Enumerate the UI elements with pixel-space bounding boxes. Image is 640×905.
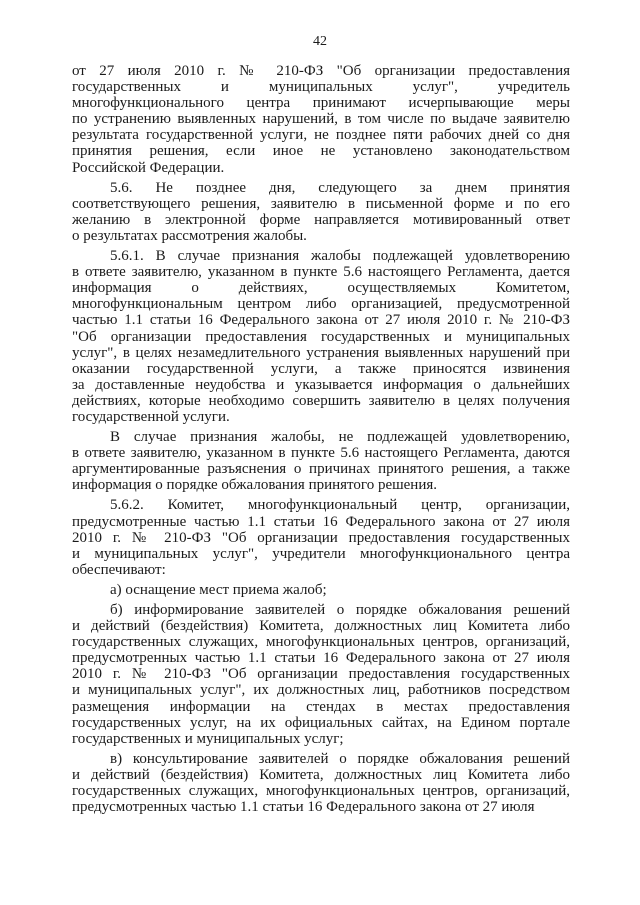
- text-line: 2010 г. № 210-ФЗ "Об организации предоставления государственных: [72, 529, 570, 546]
- text-line: частью 1.1 статьи 16 Федерального закона от 27 июля 2010 г. № 210-ФЗ: [72, 312, 570, 329]
- text-line: аргументированные разъяснения о причинах принятого решения, а также: [72, 461, 570, 478]
- text-line: государственных услуг, на их официальных сайтах, на Едином портале: [72, 714, 570, 731]
- text-line: 5.6.1. В случае признания жалобы подлежащей удовлетворению: [110, 248, 570, 265]
- paragraph-p8: [72, 751, 570, 815]
- text-line: многофункционального центра принимают исчерпывающие меры: [72, 95, 570, 112]
- text-line: по устранению выявленных нарушений, в том числе по выдаче заявителю: [72, 111, 570, 128]
- text-line: предусмотренных частью 1.1 статьи 16 Федерального закона от 27 июля: [72, 799, 535, 816]
- text-line: действиях, которые необходимо совершить заявителю в целях получения: [72, 392, 570, 409]
- text-line: и действий (бездействия) Комитета, должностных лиц Комитета либо: [72, 766, 570, 783]
- text-line: В случае признания жалобы, не подлежащей удовлетворению,: [110, 429, 570, 446]
- text-line: государственных и муниципальных услуг;: [72, 730, 344, 747]
- paragraph-p7: [72, 602, 570, 747]
- paragraph-p6: [72, 582, 570, 598]
- text-line: а) оснащение мест приема жалоб;: [110, 581, 327, 598]
- text-line: информация о порядке обжалования принятого решения.: [72, 477, 438, 494]
- text-line: в ответе заявителю, указанном в пункте 5.6 настоящего Регламента, дается: [72, 264, 570, 281]
- text-line: "Об организации предоставления государственных и муниципальных: [72, 328, 570, 345]
- paragraph-p3: [72, 248, 570, 425]
- text-line: и муниципальных услуг", их должностных лиц, работников посредством: [72, 682, 570, 699]
- text-line: б) информирование заявителей о порядке обжалования решений: [110, 602, 570, 618]
- text-line: за доставленные неудобства и указывается информация о дальнейших: [72, 376, 570, 393]
- document-body: [72, 63, 570, 819]
- text-line: размещения информации на стендах в местах предоставления: [72, 698, 570, 715]
- paragraph-p5: [72, 497, 570, 577]
- text-line: многофункциональным центром либо организацией, предусмотренной: [72, 296, 570, 313]
- text-line: в ответе заявителю, указанном в пункте 5.6 настоящего Регламента, даются: [72, 445, 570, 462]
- text-line: обеспечивают:: [72, 561, 166, 578]
- text-line: предусмотренные частью 1.1 статьи 16 Федерального закона от 27 июля: [72, 513, 570, 530]
- text-line: 2010 г. № 210-ФЗ "Об организации предоставления государственных: [72, 666, 570, 683]
- paragraph-p1: [72, 63, 570, 176]
- paragraph-p2: [72, 180, 570, 244]
- text-line: от 27 июля 2010 г. № 210-ФЗ "Об организации предоставления: [72, 63, 570, 79]
- text-line: 5.6. Не позднее дня, следующего за днем принятия: [110, 179, 570, 196]
- text-line: услуг", в целях незамедлительного устранения выявленных нарушений при: [72, 344, 570, 361]
- paragraph-p4: [72, 429, 570, 493]
- text-line: государственных служащих, многофункциональных центров, организаций,: [72, 783, 570, 800]
- text-line: государственных и муниципальных услуг", учредитель: [72, 79, 570, 96]
- text-line: государственной услуги.: [72, 408, 230, 425]
- text-line: Российской Федерации.: [72, 159, 225, 176]
- text-line: оказании государственной услуги, а также приносятся извинения: [72, 360, 570, 377]
- text-line: принятия решения, если иное не установлено законодательством: [72, 143, 570, 160]
- text-line: предусмотренных частью 1.1 статьи 16 Федерального закона от 27 июля: [72, 650, 570, 667]
- text-line: и действий (бездействия) Комитета, должностных лиц Комитета либо: [72, 618, 570, 635]
- text-line: желанию в электронной форме направляется мотивированный ответ: [72, 211, 570, 228]
- page-number: 42: [313, 34, 327, 49]
- text-line: государственных служащих, многофункциональных центров, организаций,: [72, 634, 570, 651]
- text-line: о результатах рассмотрения жалобы.: [72, 227, 307, 244]
- text-line: 5.6.2. Комитет, многофункциональный центр, организации,: [110, 497, 570, 514]
- text-line: результата государственной услуги, не позднее пяти рабочих дней со дня: [72, 127, 570, 144]
- text-line: соответствующего решения, заявителю в письменной форме и по его: [72, 195, 570, 212]
- text-line: информация о действиях, осуществляемых Комитетом,: [72, 280, 570, 297]
- text-line: в) консультирование заявителей о порядке обжалования решений: [110, 750, 570, 767]
- text-line: и муниципальных услуг", учредители многофункционального центра: [72, 545, 570, 562]
